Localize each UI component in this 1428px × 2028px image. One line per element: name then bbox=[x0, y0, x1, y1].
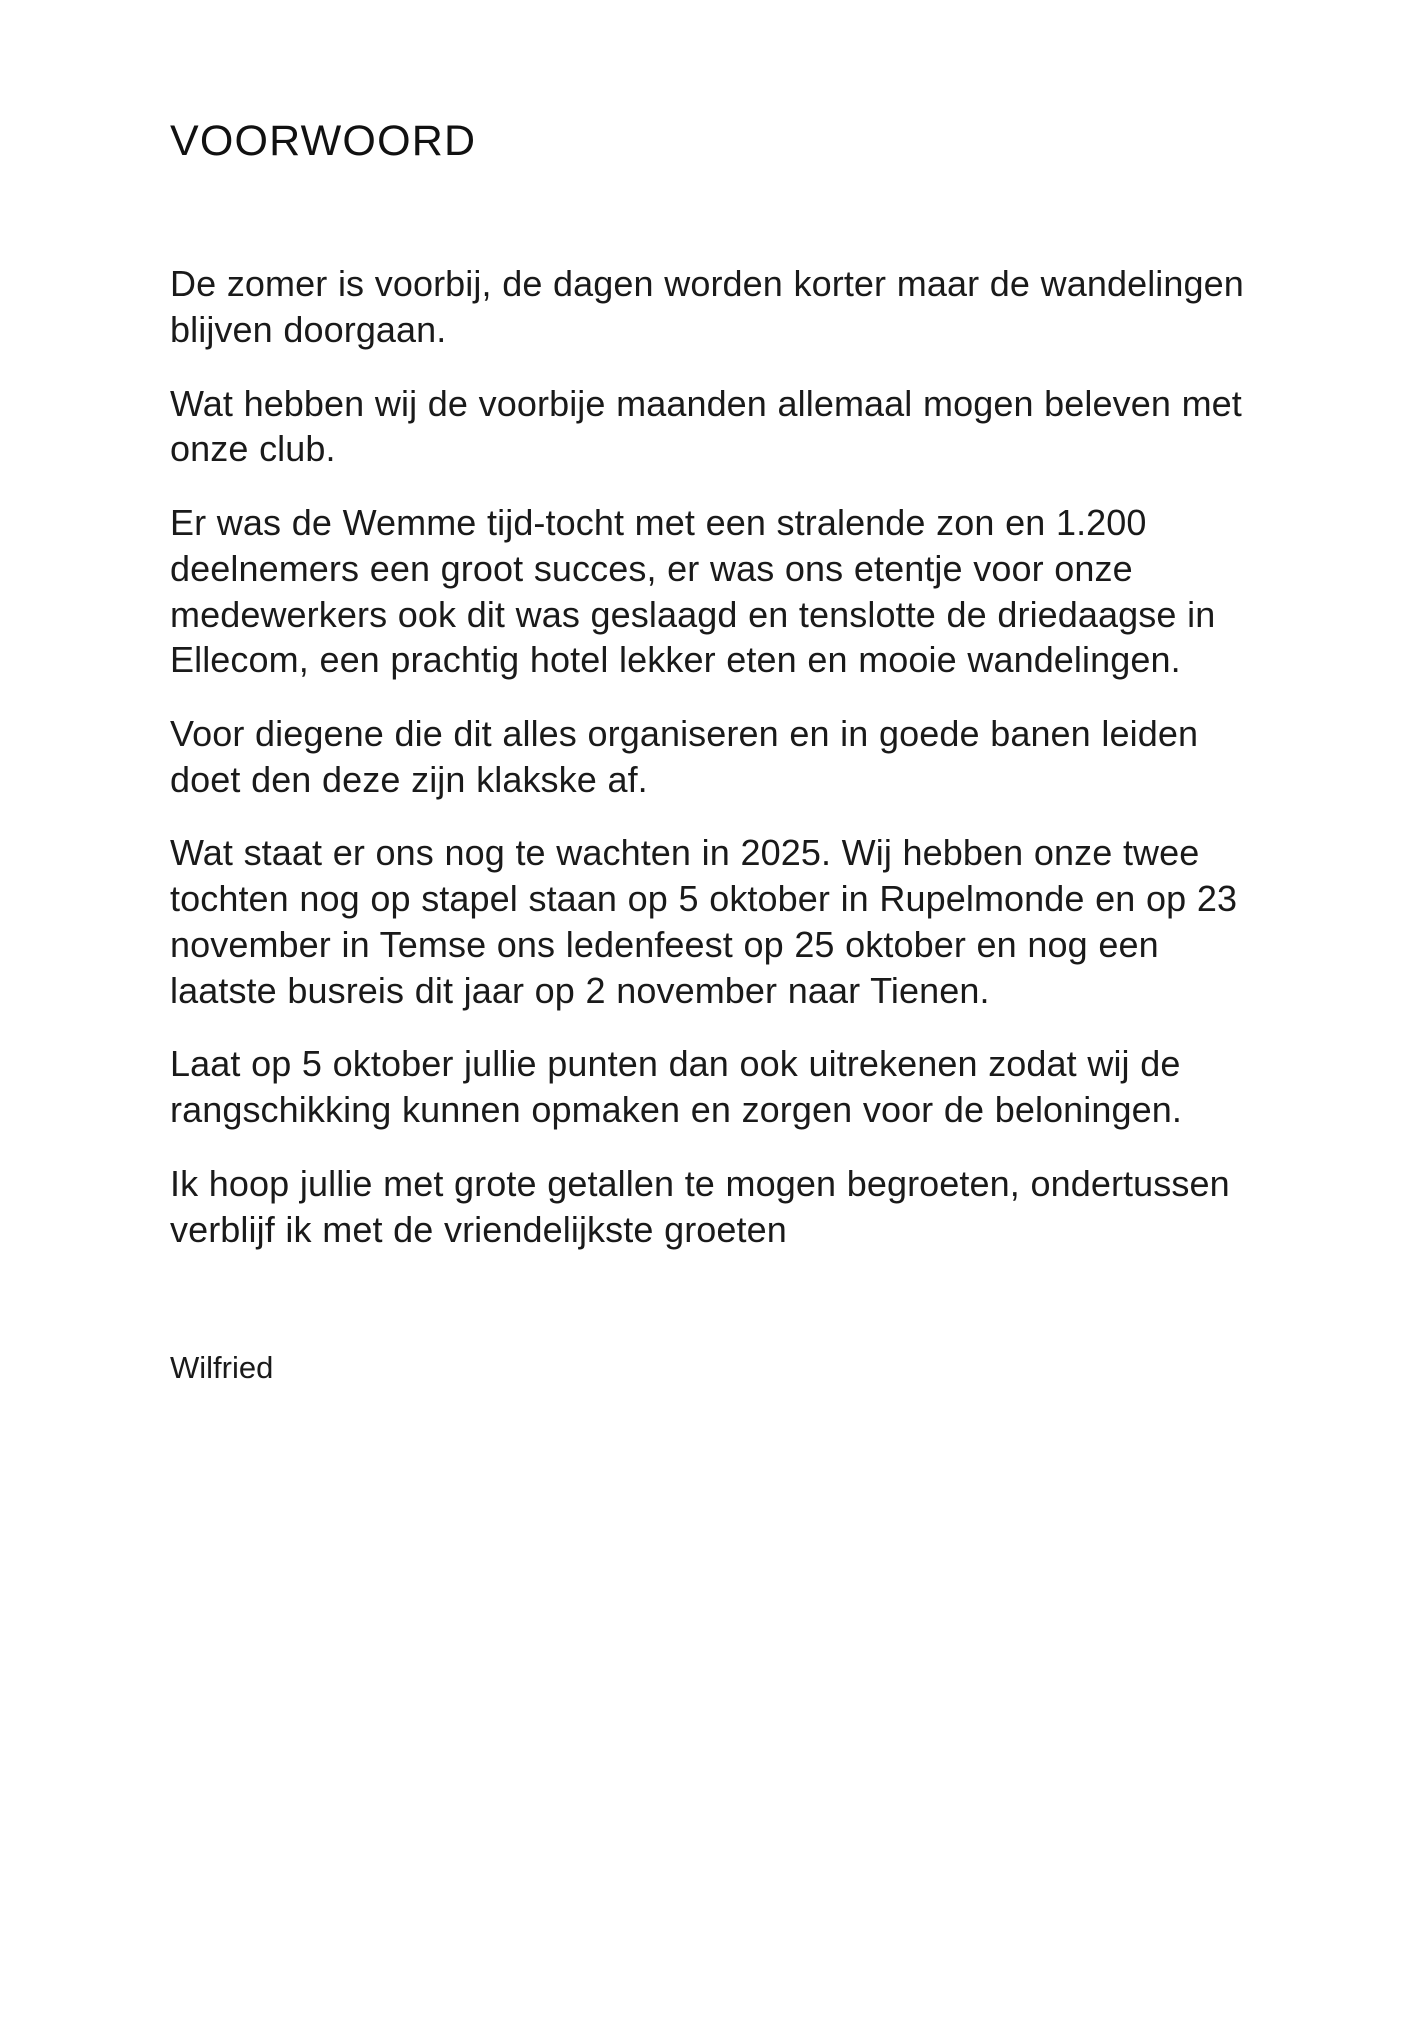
paragraph-points-ranking: Laat op 5 oktober jullie punten dan ook uitrekenen zodat wij de rangschikking kunnen opmaken en zorgen voor de beloningen. bbox=[170, 1043, 1182, 1131]
page-title: VOORWOORD bbox=[170, 117, 477, 165]
signature-name: Wilfried bbox=[170, 1350, 274, 1386]
paragraph-intro: De zomer is voorbij, de dagen worden korter maar de wandelingen blijven doorgaan. bbox=[170, 263, 1244, 351]
body-text-block bbox=[170, 261, 1260, 1252]
paragraph-organisers-thanks: Voor diegene die dit alles organiseren en in goede banen leiden doet den deze zijn klakske af. bbox=[170, 713, 1199, 800]
paragraph-upcoming-events: Wat staat er ons nog te wachten in 2025. Wij hebben onze twee tochten nog op stapel staan op 5 oktober in Rupelmonde en op 23 november in Temse ons ledenfeest op 25 oktober en nog een laatste busreis dit jaar op 2 november naar Tienen. bbox=[170, 832, 1238, 1011]
paragraph-club-activities: Wat hebben wij de voorbije maanden allemaal mogen beleven met onze club. bbox=[170, 382, 1242, 470]
document-content bbox=[170, 0, 1260, 1389]
signature-block bbox=[170, 1348, 1260, 1388]
paragraph-wemme-tocht: Er was de Wemme tijd-tocht met een stralende zon en 1.200 deelnemers een groot succes, er was ons etentje voor onze medewerkers ook dit was geslaagd en tenslotte de driedaagse in Ellecom, een prachtig hotel lekker eten en mooie wandelingen. bbox=[170, 502, 1216, 681]
paragraph-closing-greeting: Ik hoop jullie met grote getallen te mogen begroeten, ondertussen verblijf ik met de vriendelijkste groeten bbox=[170, 1162, 1230, 1250]
